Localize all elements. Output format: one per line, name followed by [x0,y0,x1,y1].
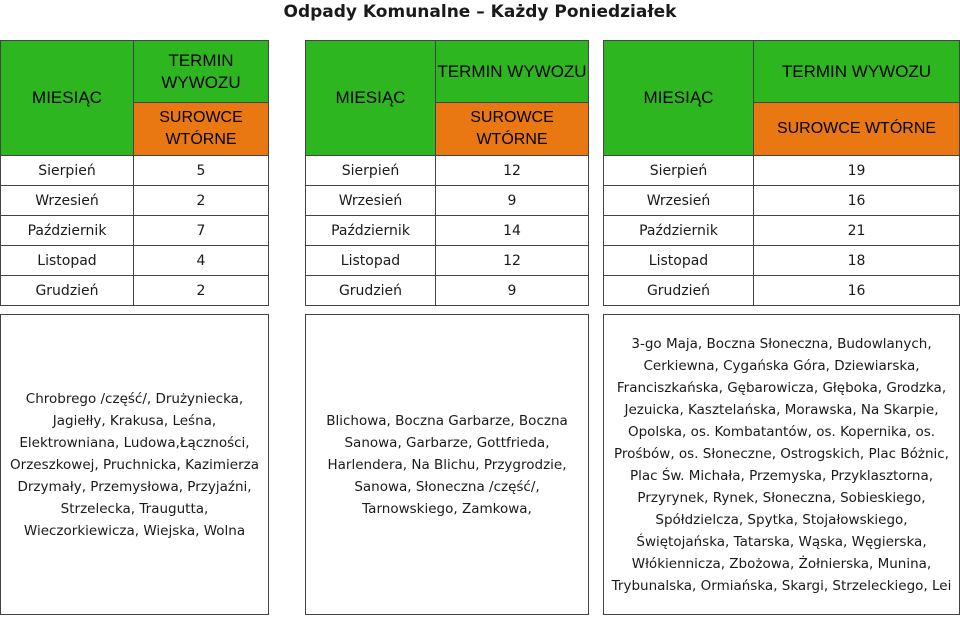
day-cell: 18 [754,246,960,276]
month-cell: Październik [1,216,134,246]
month-cell: Listopad [604,246,754,276]
day-cell: 2 [134,186,269,216]
month-cell: Październik [604,216,754,246]
month-cell: Wrzesień [604,186,754,216]
page-title: Odpady Komunalne – Każdy Poniedziałek [283,2,677,22]
month-cell: Sierpień [306,156,436,186]
day-cell: 2 [134,276,269,306]
day-cell: 7 [134,216,269,246]
header-termin: TERMIN WYWOZU [436,41,589,103]
month-cell: Wrzesień [1,186,134,216]
month-cell: Sierpień [1,156,134,186]
month-cell: Listopad [306,246,436,276]
day-cell: 9 [436,186,589,216]
streets-list: Chrobrego /część/, Drużyniecka, Jagiełły, Krakusa, Leśna, Elektrowniana, Ludowa,Łączności, Orzeszkowej, Pruchnicka, Kazimierza Drzymały, Przemysłowa, Przyjaźni, Strzelecka, Traugutta, Wieczorkiewicza, Wiejska, Wolna [1,315,269,615]
day-cell: 9 [436,276,589,306]
day-cell: 14 [436,216,589,246]
day-cell: 12 [436,156,589,186]
day-cell: 16 [754,186,960,216]
header-month: MIESIĄC [1,41,134,156]
month-cell: Grudzień [1,276,134,306]
header-termin: TERMIN WYWOZU [134,41,269,103]
day-cell: 4 [134,246,269,276]
month-cell: Listopad [1,246,134,276]
month-cell: Sierpień [604,156,754,186]
day-cell: 5 [134,156,269,186]
header-surowce: SUROWCE WTÓRNE [134,103,269,156]
month-cell: Wrzesień [306,186,436,216]
day-cell: 21 [754,216,960,246]
schedule-table-3 [603,40,960,615]
streets-list: 3-go Maja, Boczna Słoneczna, Budowlanych, Cerkiewna, Cygańska Góra, Dziewiarska, Franciszkańska, Gębarowicza, Głęboka, Grodzka, Jezuicka, Kasztelańska, Morawska, Na Skarpie, Opolska, os. Kombatantów, os. Kopernika, os. Prośbów, os. Słoneczne, Ostrogskich, Plac Bóżnic, Plac Św. Michała, Przemyska, Przyklasztorna, Przyrynek, Rynek, Słoneczna, Sobieskiego, Spółdzielcza, Spytka, Stojałowskiego, Świętojańska, Tatarska, Wąska, Węgierska, Włókiennicza, Zbożowa, Żołnierska, Munina, Trybunalska, Ormiańska, Skargi, Strzeleckiego, Lei [604,315,960,615]
schedule-table-2 [305,40,589,615]
header-surowce: SUROWCE WTÓRNE [436,103,589,156]
header-termin: TERMIN WYWOZU [754,41,960,103]
header-month: MIESIĄC [604,41,754,156]
day-cell: 16 [754,276,960,306]
header-surowce: SUROWCE WTÓRNE [754,103,960,156]
month-cell: Październik [306,216,436,246]
day-cell: 19 [754,156,960,186]
day-cell: 12 [436,246,589,276]
header-month: MIESIĄC [306,41,436,156]
month-cell: Grudzień [604,276,754,306]
schedule-table-1 [0,40,269,615]
streets-list: Blichowa, Boczna Garbarze, Boczna Sanowa, Garbarze, Gottfrieda, Harlendera, Na Blichu, Przygrodzie, Sanowa, Słoneczna /część/, Tarnowskiego, Zamkowa, [306,315,589,615]
month-cell: Grudzień [306,276,436,306]
